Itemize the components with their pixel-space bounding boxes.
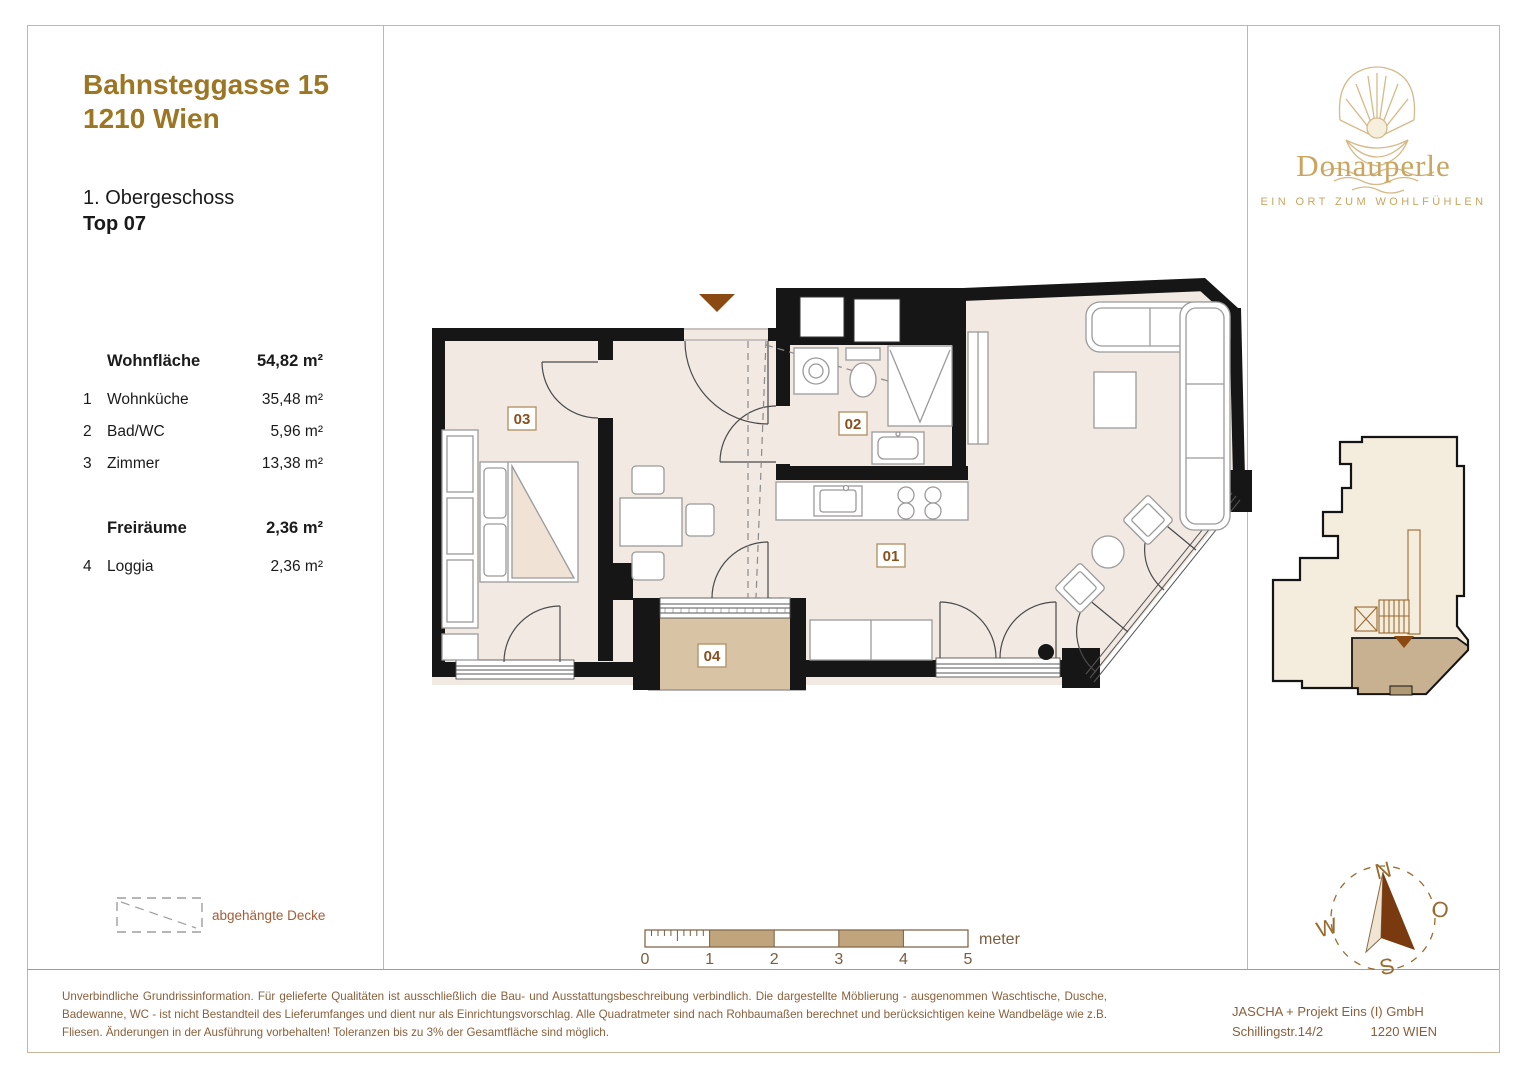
row-name: Zimmer: [107, 455, 160, 472]
entrance-arrow-icon: [699, 294, 735, 312]
side-table: [1092, 536, 1124, 568]
room-label-01: 01: [882, 548, 900, 565]
floor-plan: [432, 278, 1252, 690]
scale-tick-0: 0: [640, 951, 650, 968]
section-value: 54,82 m²: [256, 352, 323, 370]
row-value: 2,36 m²: [270, 558, 323, 575]
company-city: 1220 WIEN: [1370, 1023, 1437, 1039]
company-block: [1232, 1002, 1437, 1041]
compass-s: S: [1377, 952, 1397, 981]
floor-label: 1. Obergeschoss: [83, 187, 235, 210]
row-name: Bad/WC: [107, 423, 165, 440]
legend-label: abgehängte Decke: [212, 908, 326, 923]
row-name: Wohnküche: [107, 391, 189, 408]
row-name: Loggia: [107, 558, 154, 575]
row-value: 35,48 m²: [261, 391, 323, 408]
room-label-03: 03: [513, 411, 531, 428]
room-label-04: 04: [703, 648, 721, 665]
coffee-table: [1094, 372, 1136, 428]
unit-label: Top 07: [83, 213, 146, 236]
row-num: 4: [83, 558, 92, 575]
legend: [117, 898, 325, 932]
wardrobe: [442, 430, 478, 660]
compass-w: W: [1313, 912, 1341, 943]
compass-n: N: [1372, 856, 1394, 885]
scale-unit: meter: [979, 931, 1020, 948]
row-value: 13,38 m²: [261, 455, 323, 472]
section-label: Wohnfläche: [107, 352, 201, 370]
scale-tick-4: 4: [898, 951, 908, 968]
scale-tick-1: 1: [705, 951, 715, 968]
row-num: 3: [83, 455, 92, 472]
section-label: Freiräume: [107, 519, 187, 537]
logo-tagline: EIN ORT ZUM WOHLFÜHLEN: [1260, 196, 1487, 208]
company-street: Schillingstr.14/2: [1232, 1023, 1324, 1039]
scale-tick-2: 2: [769, 951, 779, 968]
sideboard: [810, 620, 932, 660]
scale-tick-5: 5: [963, 951, 973, 968]
compass-o: O: [1428, 895, 1452, 924]
compass-icon: [1313, 856, 1451, 980]
key-plan: [1273, 437, 1468, 695]
tall-cabinet: [968, 332, 988, 444]
scale-bar: [641, 930, 1021, 968]
bed: [480, 462, 578, 582]
logo-wordmark: Donauperle: [1296, 148, 1451, 183]
row-value: 5,96 m²: [270, 423, 323, 440]
row-num: 2: [83, 423, 92, 440]
logo-block: [1247, 148, 1500, 208]
section-value: 2,36 m²: [266, 519, 323, 537]
column: [1038, 644, 1054, 660]
disclaimer-text: Unverbindliche Grundrissinformation. Für gelieferte Qualitäten ist ausschließlich die Bau- und Ausstattungsbeschreibung verbindlich. Die dargestellte Möblierung - ausgenommen Waschtische, Dusche, Badewanne, WC - ist nicht Bestandteil des Lieferumfanges und dient nur als Einrichtungsvorschlag. Alle Quadratmeter sind nach Rohbaumaßen berechnet und berücksichtigen keine Wandbeläge wie z.B. Fliesen. Änderungen in der Ausführung vorbehalten! Toleranzen bis zu 3% der Gesamtfläche sind möglich.: [62, 990, 1107, 1039]
row-num: 1: [83, 391, 92, 408]
address-line2: 1210 Wien: [83, 103, 220, 135]
address-line1: Bahnsteggasse 15: [83, 69, 329, 100]
kitchen-counter: [776, 482, 968, 520]
company-name: JASCHA + Projekt Eins (I) GmbH: [1232, 1004, 1424, 1019]
scale-tick-3: 3: [834, 951, 844, 968]
room-label-02: 02: [844, 416, 862, 433]
